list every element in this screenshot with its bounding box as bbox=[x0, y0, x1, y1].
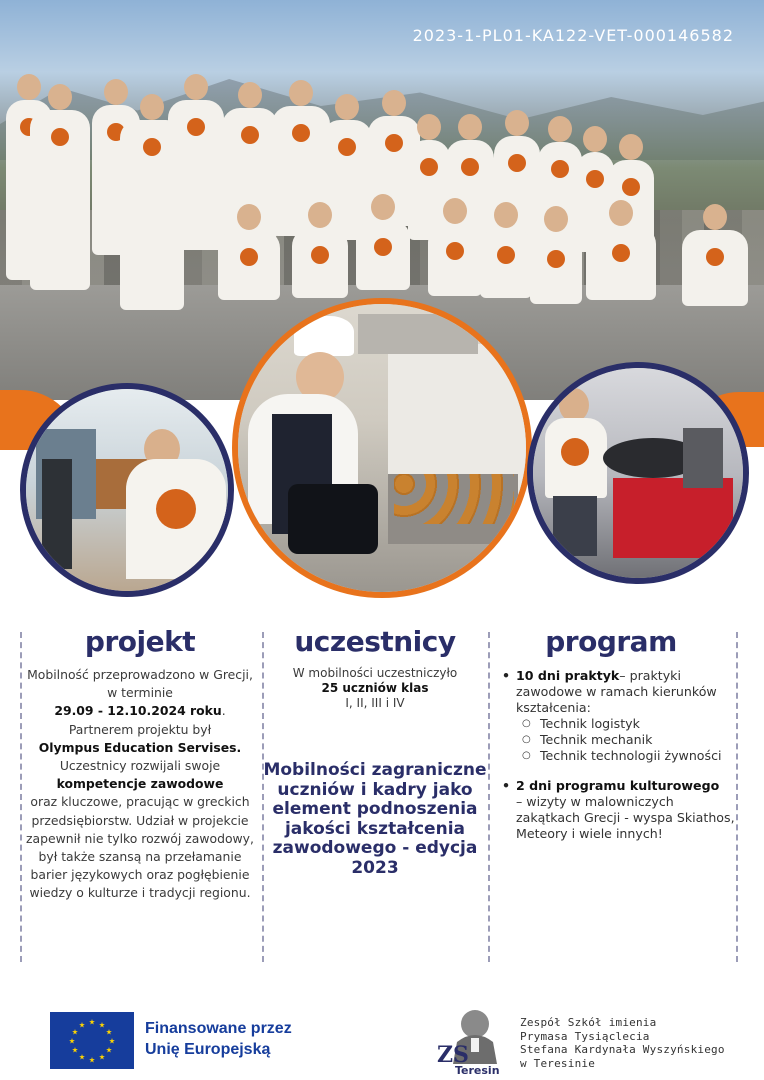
eu-flag-icon bbox=[50, 1012, 134, 1069]
eu-funding-label: Finansowane przez Unię Europejską bbox=[145, 1020, 292, 1058]
divider-left bbox=[20, 632, 22, 962]
column-uczestnicy bbox=[262, 625, 488, 965]
projekt-text: Mobilność przeprowadzono w Grecji, w terminie 29.09 - 12.10.2024 roku. Partnerem projektu był Olympus Education Servises. Uczestnicy rozwijali swoje kompetencje zawodowe oraz kluczowe, pracując w greckich przedsiębiorstw. Udział w projekcie zapewnił nie tylko rozwój zawodowy, był także szansą na przełamanie barier językowych oraz pogłębienie wiedzy o kulturze i tradycji regionu. bbox=[26, 667, 254, 901]
svg-text:ZS: ZS bbox=[437, 1042, 469, 1068]
heading-program: program bbox=[545, 625, 677, 658]
project-title-highlight: Mobilności zagraniczne uczniów i kadry jako element podnoszenia jakości kształcenia zawodowego - edycja 2023 bbox=[263, 760, 487, 878]
divider-right bbox=[736, 632, 738, 962]
program-list bbox=[486, 668, 736, 842]
specialization-item: ○ Technik technologii żywności bbox=[516, 748, 736, 764]
photo-student-cooking bbox=[232, 298, 532, 598]
program-item-internship: • 10 dni praktyk– praktyki zawodowe w ramach kierunków kształcenia: ○ Technik logistyk ○ Technik mechanik ○ Technik technologii żywności bbox=[486, 668, 736, 764]
program-item-culture: • 2 dni programu kulturowego – wizyty w malowniczych zakątkach Grecji - wyspa Skiathos, Meteory i wiele innych! bbox=[486, 778, 736, 842]
column-projekt bbox=[26, 625, 254, 965]
photo-student-tire-service bbox=[527, 362, 749, 584]
column-program bbox=[486, 625, 736, 965]
school-logo-icon bbox=[435, 1002, 511, 1076]
photo-student-computer bbox=[20, 383, 234, 597]
specialization-item: ○ Technik logistyk bbox=[516, 716, 736, 732]
heading-uczestnicy: uczestnicy bbox=[294, 625, 456, 658]
group-of-students bbox=[0, 60, 764, 330]
school-name: Zespół Szkół imienia Prymasa Tysiąclecia Stefana Kardynała Wyszyńskiego w Teresinie bbox=[520, 1016, 725, 1070]
specialization-item: ○ Technik mechanik bbox=[516, 732, 736, 748]
specializations-list bbox=[516, 716, 736, 764]
svg-text:Teresin: Teresin bbox=[455, 1064, 500, 1076]
uczestnicy-text: W mobilności uczestniczyło 25 uczniów klas I, II, III i IV bbox=[292, 666, 458, 710]
heading-projekt: projekt bbox=[84, 625, 196, 658]
project-code: 2023-1-PL01-KA122-VET-000146582 bbox=[412, 26, 734, 45]
